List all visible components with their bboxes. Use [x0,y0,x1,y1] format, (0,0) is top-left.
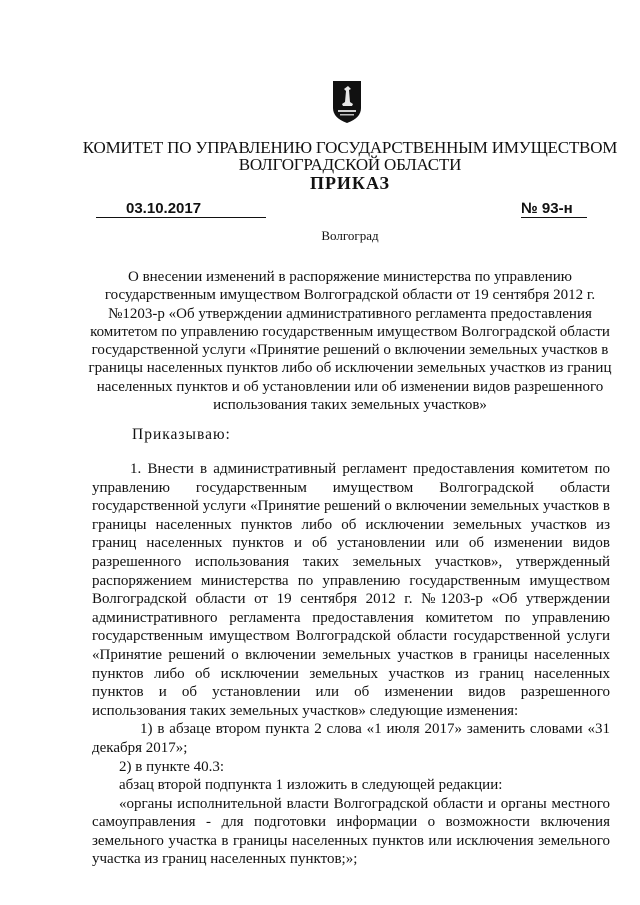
org-name-line1: КОМИТЕТ ПО УПРАВЛЕНИЮ ГОСУДАРСТВЕННЫМ ИМУЩЕСТВОМ [82,138,618,157]
paragraph-1: 1. Внести в административный регламент предоставления комитетом по управлению государственным имуществом Волгоградской области государственной услуги «Принятие решений о включении земельных участков в границы населенных пунктов либо об исключении земельных участков из границ населенных пунктов и об установлении или об изменении видов разрешенного использования таких земельных участков», утвержденный распоряжением министерства по управлению государственным имуществом Волгоградской области от 19 сентября 2012 г. №1203-р «Об утверждении административного регламента предоставления комитетом по управлению государственным имуществом Волгоградской области государственной услуги «Принятие решений о включении земельных участков в границы населенных пунктов либо об исключении земельных участков из границ населенных пунктов и об установлении или об изменении видов разрешенного использования таких земельных участков» следующие изменения: [92,461,610,719]
coat-of-arms-icon [332,80,362,124]
document-number: № 93-н [521,200,587,218]
paragraph-2: 1) в абзаце втором пункта 2 слова «1 июля 2017» заменить словами «31 декабря 2017»; [92,721,610,756]
document-date [96,200,266,218]
org-name-line2: ВОЛГОГРАДСКОЙ ОБЛАСТИ [238,155,462,174]
paragraph-3: 2) в пункте 40.3: [119,758,225,775]
order-word: Приказываю: [132,426,231,443]
document-city: Волгоград [321,228,379,243]
document-subject: О внесении изменений в распоряжение министерства по управлению государственным имуществом Волгоградской области от 19 сентября 2012 г. №1203-р «Об утверждении административного регламента предоставления комитетом по управлению государственным имуществом Волгоградской области государственной услуги «Принятие решений о включении земельных участков в границы населенных пунктов либо об исключении земельных участков из границ населенных пунктов и об установлении или об изменении видов разрешенного использования таких земельных участков» [88,269,612,414]
document-body [92,460,610,869]
document-type: ПРИКАЗ [309,173,391,193]
paragraph-4: абзац второй подпункта 1 изложить в следующей редакции: [119,777,503,794]
document-date-value: 03.10.2017 [126,200,202,217]
paragraph-5: «органы исполнительной власти Волгоградской области и органы местного самоуправления - для подготовки информации о возможности включения земельного участка в границы населенных пунктов или исключения земельного участка из границ населенных пунктов;»; [92,795,610,868]
